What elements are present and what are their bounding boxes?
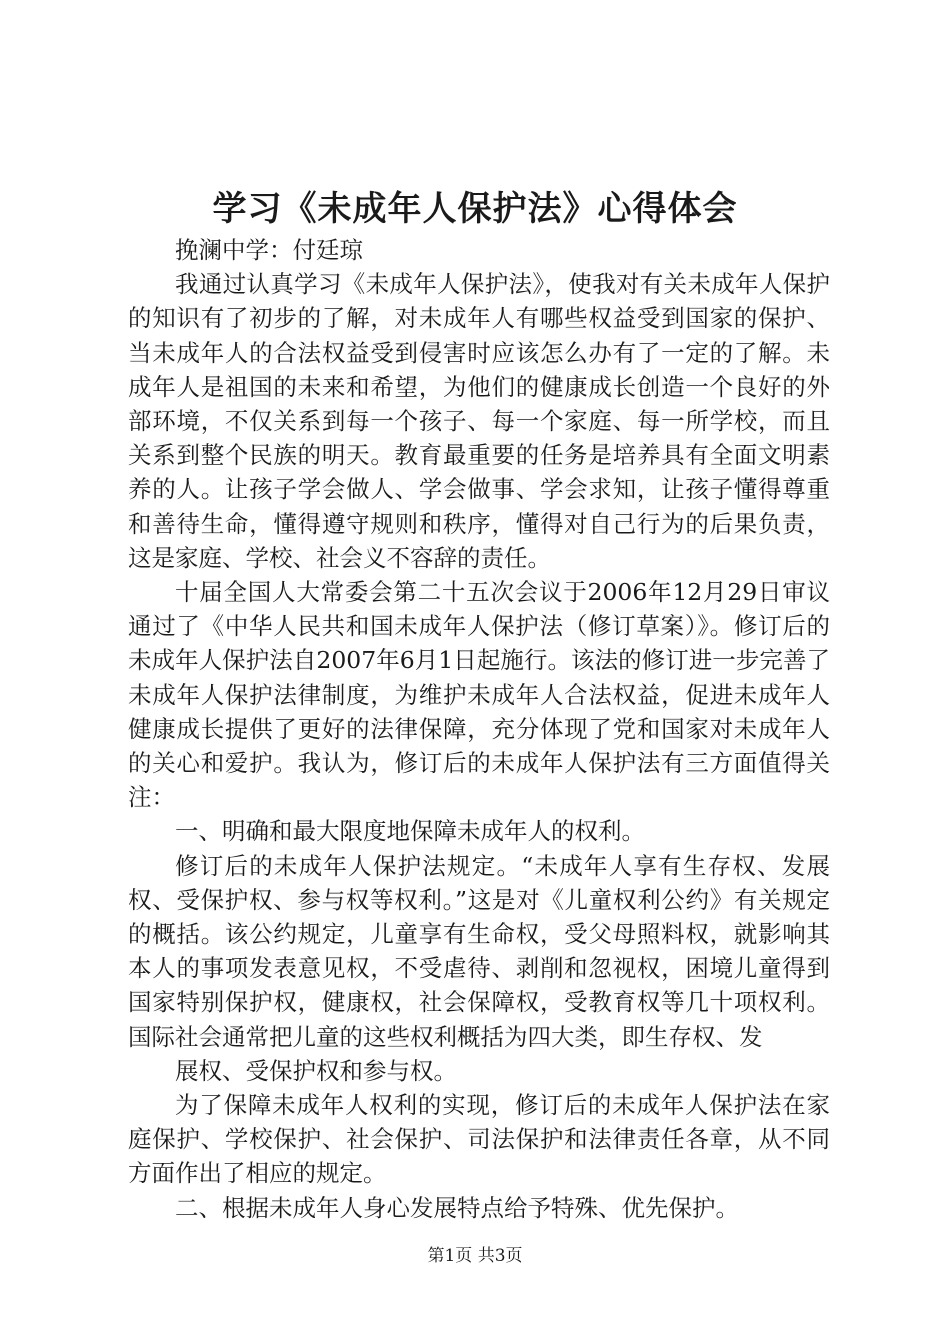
- page-footer: 第1页 共3页: [427, 1246, 523, 1266]
- author-line: 挽澜中学：付廷琼: [175, 236, 363, 264]
- paragraph-2: 十届全国人大常委会第二十五次会议于2006年12月29日审议通过了《中华人民共和国未成年人保护法（修订草案）》。修订后的未成年人保护法自2007年6月1日起施行。该法的修订进一步完善了未成年人保护法律制度，为维护未成年人合法权益，促进未成年人健康成长提供了更好的法律保障，充分体现了党和国家对未成年人的关心和爱护。我认为，修订后的未成年人保护法有三方面值得关注：: [128, 578, 830, 812]
- paragraph-1: 我通过认真学习《未成年人保护法》，使我对有关未成年人保护的知识有了初步的了解，对未成年人有哪些权益受到国家的保护、当未成年人的合法权益受到侵害时应该怎么办有了一定的了解。未成年人是祖国的未来和希望，为他们的健康成长创造一个良好的外部环境，不仅关系到每一个孩子、每一个家庭、每一所学校，而且关系到整个民族的明天。教育最重要的任务是培养具有全面文明素养的人。让孩子学会做人、学会做事、学会求知，让孩子懂得尊重和善待生命，懂得遵守规则和秩序，懂得对自己行为的后果负责，这是家庭、学校、社会义不容辞的责任。: [128, 270, 830, 572]
- paragraph-3: 修订后的未成年人保护法规定。“未成年人享有生存权、发展权、受保护权、参与权等权利。”这是对《儿童权利公约》有关规定的概括。该公约规定，儿童享有生命权，受父母照料权，就影响其本人的事项发表意见权，不受虐待、剥削和忽视权，困境儿童得到国家特别保护权，健康权，社会保障权，受教育权等几十项权利。国际社会通常把儿童的这些权利概括为四大类，即生存权、发: [128, 851, 830, 1051]
- document-body: [128, 233, 830, 1225]
- document-title: 学习《未成年人保护法》心得体会: [212, 189, 738, 229]
- paragraph-4: 为了保障未成年人权利的实现，修订后的未成年人保护法在家庭保护、学校保护、社会保护、司法保护和法律责任各章，从不同方面作出了相应的规定。: [128, 1091, 830, 1188]
- paragraph-3-continued: 展权、受保护权和参与权。: [175, 1056, 457, 1085]
- section-heading-2: 二、根据未成年人身心发展特点给予特殊、优先保护。: [175, 1193, 739, 1222]
- section-heading-1: 一、明确和最大限度地保障未成年人的权利。: [175, 817, 645, 846]
